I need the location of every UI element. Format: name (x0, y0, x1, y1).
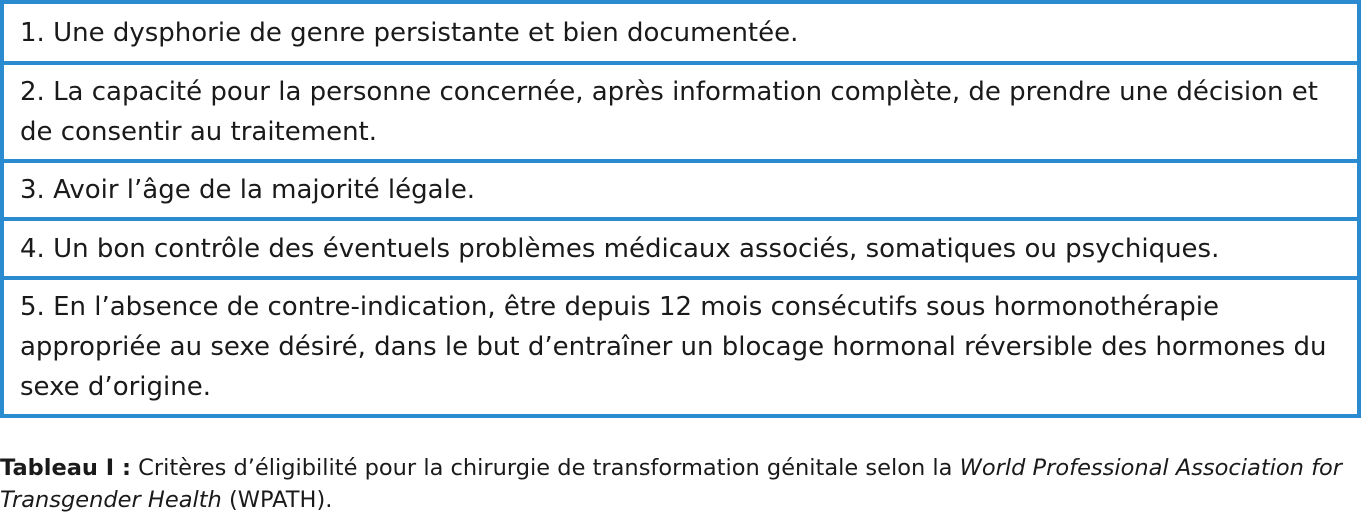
criteria-text-2: 2. La capacité pour la personne concernée, après information complète, de prendre une décision et de consentir au traitement. (20, 77, 1318, 147)
caption-organization: World Professional Association for Transgender Health (0, 455, 1343, 513)
criteria-text-4: 4. Un bon contrôle des éventuels problèmes médicaux associés, somatiques ou psychiques. (20, 233, 1220, 264)
caption-label: Tableau I : (0, 455, 131, 481)
criteria-row-2 (4, 65, 1357, 163)
criteria-text-1: 1. Une dysphorie de genre persistante et bien documentée. (20, 17, 799, 48)
criteria-text-3: 3. Avoir l’âge de la majorité légale. (20, 175, 476, 205)
caption-text-after: (WPATH). (221, 487, 333, 513)
criteria-text-5: 5. En l’absence de contre-indication, être depuis 12 mois consécutifs sous hormonothérapie appropriée au sexe désiré, dans le but d’entraîner un blocage hormonal réversible des hormones du sexe d’origine. (20, 292, 1327, 402)
criteria-row-3 (4, 163, 1357, 221)
criteria-row-5 (4, 280, 1357, 418)
table-caption (0, 452, 1350, 516)
caption-text-before: Critères d’éligibilité pour la chirurgie de transformation génitale selon la (130, 455, 960, 481)
criteria-row-4 (4, 221, 1357, 280)
criteria-row-1 (4, 4, 1357, 65)
